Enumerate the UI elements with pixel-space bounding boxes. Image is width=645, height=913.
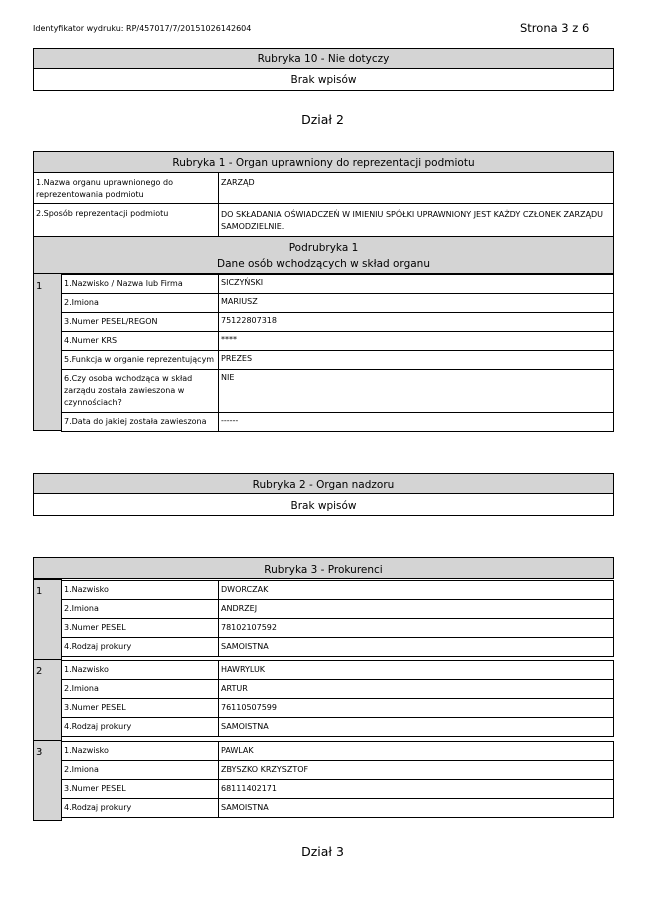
rubryka3-entry-number: 3 [36,747,43,758]
podrubryka1-field-label: 6.Czy osoba wchodząca w skład zarządu została zawieszona w czynnościach? [64,374,193,407]
rubryka3-field-value: 78102107592 [221,623,277,632]
rubryka2-header [33,473,614,494]
page-number: Strona 3 z 6 [520,21,590,35]
rubryka1-row1-label: 1.Nazwa organu uprawnionego do reprezentowania podmiotu [36,178,173,199]
rubryka1-row2-value: DO SKŁADANIA OŚWIADCZEŃ W IMIENIU SPÓŁKI UPRAWNIONY JEST KAŻDY CZŁONEK ZARZĄDU SAMODZIELNIE. [221,210,603,231]
podrubryka1-field-label: 1.Nazwisko / Nazwa lub Firma [64,279,183,288]
rubryka3-field-value: ANDRZEJ [221,604,258,613]
podrubryka1-entry-number: 1 [36,281,43,292]
dzial2-heading: Dział 2 [301,112,344,127]
rubryka10-header [33,48,614,69]
rubryka3-field-label: 4.Rodzaj prokury [64,722,132,731]
rubryka3-entry-number: 2 [36,666,43,677]
podrubryka1-field-value: SICZYŃSKI [221,278,264,287]
podrubryka1-field-value: NIE [221,373,235,382]
rubryka10-title: Rubryka 10 - Nie dotyczy [257,53,390,65]
dzial3-heading: Dział 3 [301,844,344,859]
rubryka1-title: Rubryka 1 - Organ uprawniony do reprezentacji podmiotu [172,157,475,169]
podrubryka1-field-value: **** [221,335,237,344]
rubryka3-field-value: SAMOISTNA [221,722,269,731]
podrubryka1-field-label: 5.Funkcja w organie reprezentującym [64,355,215,364]
podrubryka1-field-value: MARIUSZ [221,297,258,306]
rubryka3-field-label: 2.Imiona [64,684,99,693]
podrubryka1-field-value: ------ [221,416,239,425]
rubryka3-field-label: 1.Nazwisko [64,746,109,755]
rubryka3-entry-number: 1 [36,586,43,597]
rubryka3-field-value: 76110507599 [221,703,277,712]
rubryka3-field-value: 68111402171 [221,784,277,793]
rubryka3-field-value: ZBYSZKO KRZYSZTOF [221,765,309,774]
rubryka3-field-label: 3.Numer PESEL [64,623,126,632]
rubryka3-field-label: 3.Numer PESEL [64,703,126,712]
podrubryka1-entry-column [33,273,62,431]
rubryka3-field-value: SAMOISTNA [221,642,269,651]
rubryka10-body [33,68,614,91]
rubryka3-field-label: 4.Rodzaj prokury [64,803,132,812]
rubryka3-field-label: 4.Rodzaj prokury [64,642,132,651]
podrubryka1-field-label: 7.Data do jakiej została zawieszona [64,417,207,426]
podrubryka1-field-label: 2.Imiona [64,298,99,307]
podrubryka1-field-value: 75122807318 [221,316,277,325]
podrubryka1-field-label: 3.Numer PESEL/REGON [64,317,158,326]
podrubryka1-header [33,236,614,274]
rubryka10-empty: Brak wpisów [290,74,357,86]
rubryka3-header [33,557,614,579]
podrubryka1-field-label: 4.Numer KRS [64,336,118,345]
print-identifier: Identyfikator wydruku: RP/457017/7/20151026142604 [33,24,252,33]
rubryka3-field-value: DWORCZAK [221,585,269,594]
podrubryka1-title: Podrubryka 1 [288,242,359,254]
rubryka3-field-label: 2.Imiona [64,604,99,613]
rubryka2-empty: Brak wpisów [290,500,357,512]
rubryka3-field-value: PAWLAK [221,746,254,755]
rubryka1-header [33,151,614,173]
rubryka3-field-label: 2.Imiona [64,765,99,774]
rubryka3-field-label: 1.Nazwisko [64,665,109,674]
rubryka2-body [33,493,614,516]
rubryka3-field-value: SAMOISTNA [221,803,269,812]
rubryka3-title: Rubryka 3 - Prokurenci [264,564,383,576]
rubryka1-row2-label: 2.Sposób reprezentacji podmiotu [36,209,169,218]
rubryka3-field-value: HAWRYLUK [221,665,266,674]
podrubryka1-subtitle: Dane osób wchodzących w skład organu [217,258,430,270]
rubryka3-field-value: ARTUR [221,684,248,693]
podrubryka1-field-value: PREZES [221,354,253,363]
rubryka2-title: Rubryka 2 - Organ nadzoru [252,479,395,491]
rubryka3-field-label: 3.Numer PESEL [64,784,126,793]
rubryka1-row1-value: ZARZĄD [221,178,255,187]
rubryka3-field-label: 1.Nazwisko [64,585,109,594]
